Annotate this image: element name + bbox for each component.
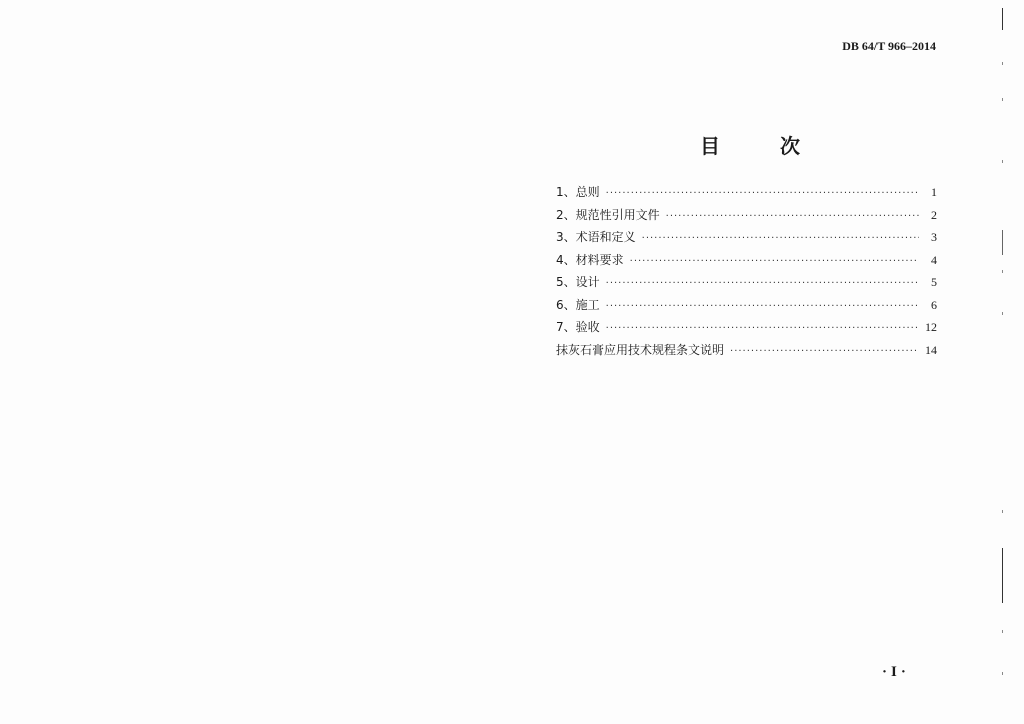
scan-edge-mark: [1002, 548, 1003, 603]
toc-entry-label: 2、规范性引用文件: [556, 207, 660, 222]
toc-leader-dots: [606, 188, 919, 199]
toc-list: [556, 183, 937, 363]
scan-edge-mark: [1002, 510, 1003, 513]
toc-entry-page: 5: [931, 275, 937, 289]
toc-entry-label: 抹灰石膏应用技术规程条文说明: [556, 342, 725, 357]
toc-title-char-2: 次: [780, 134, 800, 158]
toc-entry-page: 12: [925, 320, 937, 334]
scan-edge-mark: [1002, 270, 1003, 273]
toc-title: [700, 130, 800, 159]
document-code: DB 64/T 966–2014: [842, 39, 936, 53]
page-number: ·I·: [882, 664, 910, 680]
toc-entry[interactable]: [556, 183, 937, 206]
toc-leader-dots: [666, 211, 919, 222]
toc-leader-dots: [730, 346, 919, 357]
toc-entry-page: 3: [931, 230, 937, 244]
toc-entry[interactable]: [556, 273, 937, 296]
toc-entry-label: 1、总则: [556, 185, 600, 199]
scan-edge-mark: [1002, 630, 1003, 633]
scan-edge-mark: [1002, 312, 1003, 315]
toc-title-char-1: 目: [700, 134, 720, 158]
toc-entry[interactable]: [556, 206, 937, 229]
toc-entry-page: 14: [925, 342, 937, 357]
toc-leader-dots: [606, 323, 919, 334]
toc-leader-dots: [606, 278, 919, 289]
toc-entry-label: 3、术语和定义: [556, 230, 636, 244]
toc-leader-dots: [642, 233, 919, 244]
scan-edge-mark: [1002, 62, 1003, 65]
toc-entry[interactable]: [556, 318, 937, 341]
toc-leader-dots: [606, 301, 919, 312]
toc-entry[interactable]: [556, 296, 937, 319]
scan-edge-mark: [1002, 230, 1003, 255]
scan-edge-mark: [1002, 8, 1003, 30]
toc-entry-label: 4、材料要求: [556, 252, 624, 267]
toc-entry-label: 7、验收: [556, 320, 600, 334]
toc-entry-page: 2: [931, 207, 937, 222]
scan-edge-mark: [1002, 98, 1003, 101]
toc-entry-page: 4: [931, 252, 937, 267]
scan-edge-mark: [1002, 672, 1003, 675]
toc-leader-dots: [630, 256, 919, 267]
toc-entry[interactable]: [556, 228, 937, 251]
toc-entry-page: 1: [931, 185, 937, 199]
toc-entry[interactable]: [556, 251, 937, 274]
toc-entry-label: 5、设计: [556, 275, 600, 289]
toc-entry[interactable]: [556, 341, 937, 364]
toc-entry-label: 6、施工: [556, 297, 600, 312]
scan-edge-mark: [1002, 160, 1003, 163]
toc-entry-page: 6: [931, 297, 937, 312]
